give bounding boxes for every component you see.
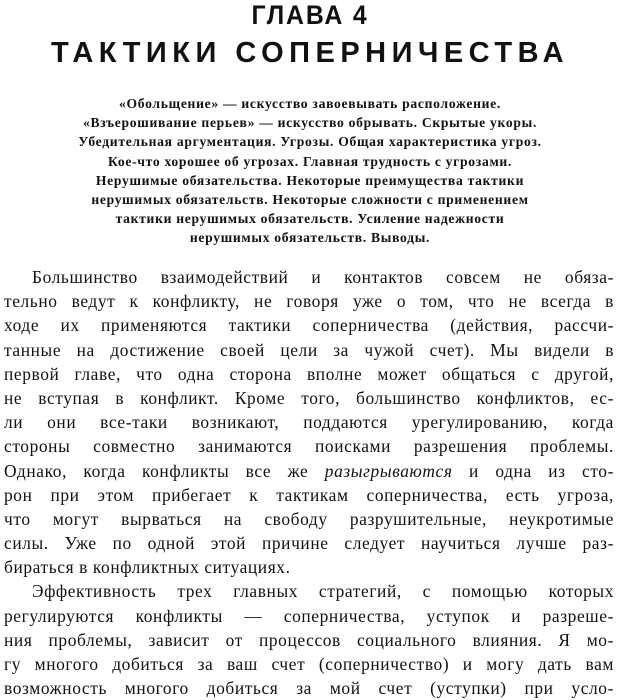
summary-line: нерушимых обязательств. Некоторые сложности с применением <box>91 192 529 208</box>
summary-line: тактики нерушимых обязательств. Усиление надежности <box>115 211 505 227</box>
text-line: регулируются конфликты — соперничества, уступок и разреше- <box>4 605 614 626</box>
text-fragment: и одна из сто- <box>452 460 614 481</box>
text-line: гу многого добиться за ваш счет (соперничество) и могу дать вам <box>4 654 614 674</box>
chapter-summary <box>0 94 620 248</box>
text-line: Эффективность трех главных стратегий, с помощью которых <box>32 581 614 602</box>
text-line: рон при этом прибегает к тактикам соперничества, есть угроза, <box>4 484 614 505</box>
text-line: стороны совместно занимаются поисками разрешения проблемы. <box>4 436 614 457</box>
summary-line: Нерушимые обязательства. Некоторые преимущества тактики <box>95 172 525 188</box>
chapter-label: ГЛАВА 4 <box>251 0 369 30</box>
summary-line: Убедительная аргументация. Угрозы. Общая характеристика угроз. <box>78 134 542 150</box>
text-line: что могут вырваться на свободу разрушительные, неукротимые <box>4 508 614 529</box>
text-line: Большинство взаимодействий и контактов совсем не обяза- <box>32 267 614 287</box>
text-line: ли они все-таки возникают, поддаются урегулированию, когда <box>4 412 614 433</box>
summary-line: Кое-что хорошее об угрозах. Главная трудность с угрозами. <box>107 153 513 169</box>
text-fragment: Однако, когда конфликты все же <box>4 460 325 481</box>
text-line <box>4 459 614 483</box>
text-line: ходе их применяются тактики соперничества (действия, рассчи- <box>4 315 614 336</box>
text-line: не вступая в конфликт. Кроме того, большинство конфликтов, ес- <box>4 387 614 408</box>
text-line: ния проблемы, зависит от процессов социального влияния. Я мо- <box>4 629 614 650</box>
body-text <box>4 265 614 700</box>
summary-line: «Обольщение» — искусство завоевывать расположение. <box>119 96 501 111</box>
paragraph-2 <box>4 579 614 700</box>
summary-line: нерушимых обязательств. Выводы. <box>189 230 431 246</box>
summary-line: «Взъерошивание перьев» — искусство обрывать. Скрытые укоры. <box>82 115 538 131</box>
text-line: первой главе, что одна сторона вполне может общаться с другой, <box>4 363 614 384</box>
text-line: тельно ведут к конфликту, не говоря уже о том, что не всегда в <box>4 291 614 312</box>
text-line: возможность многого добиться за мой счет (уступки) при усло- <box>4 678 614 699</box>
paragraph-1 <box>4 265 614 579</box>
emphasized-word: разыгрываются <box>324 460 453 481</box>
text-line: танные на достижение своей цели за чужой счет). Мы видели в <box>4 339 614 360</box>
text-line: бираться в конфликтных ситуациях. <box>4 557 291 578</box>
text-line: силы. Уже по одной этой причине следует научиться лучше раз- <box>4 533 614 554</box>
chapter-title: ТАКТИКИ СОПЕРНИЧЕСТВА <box>50 37 570 69</box>
